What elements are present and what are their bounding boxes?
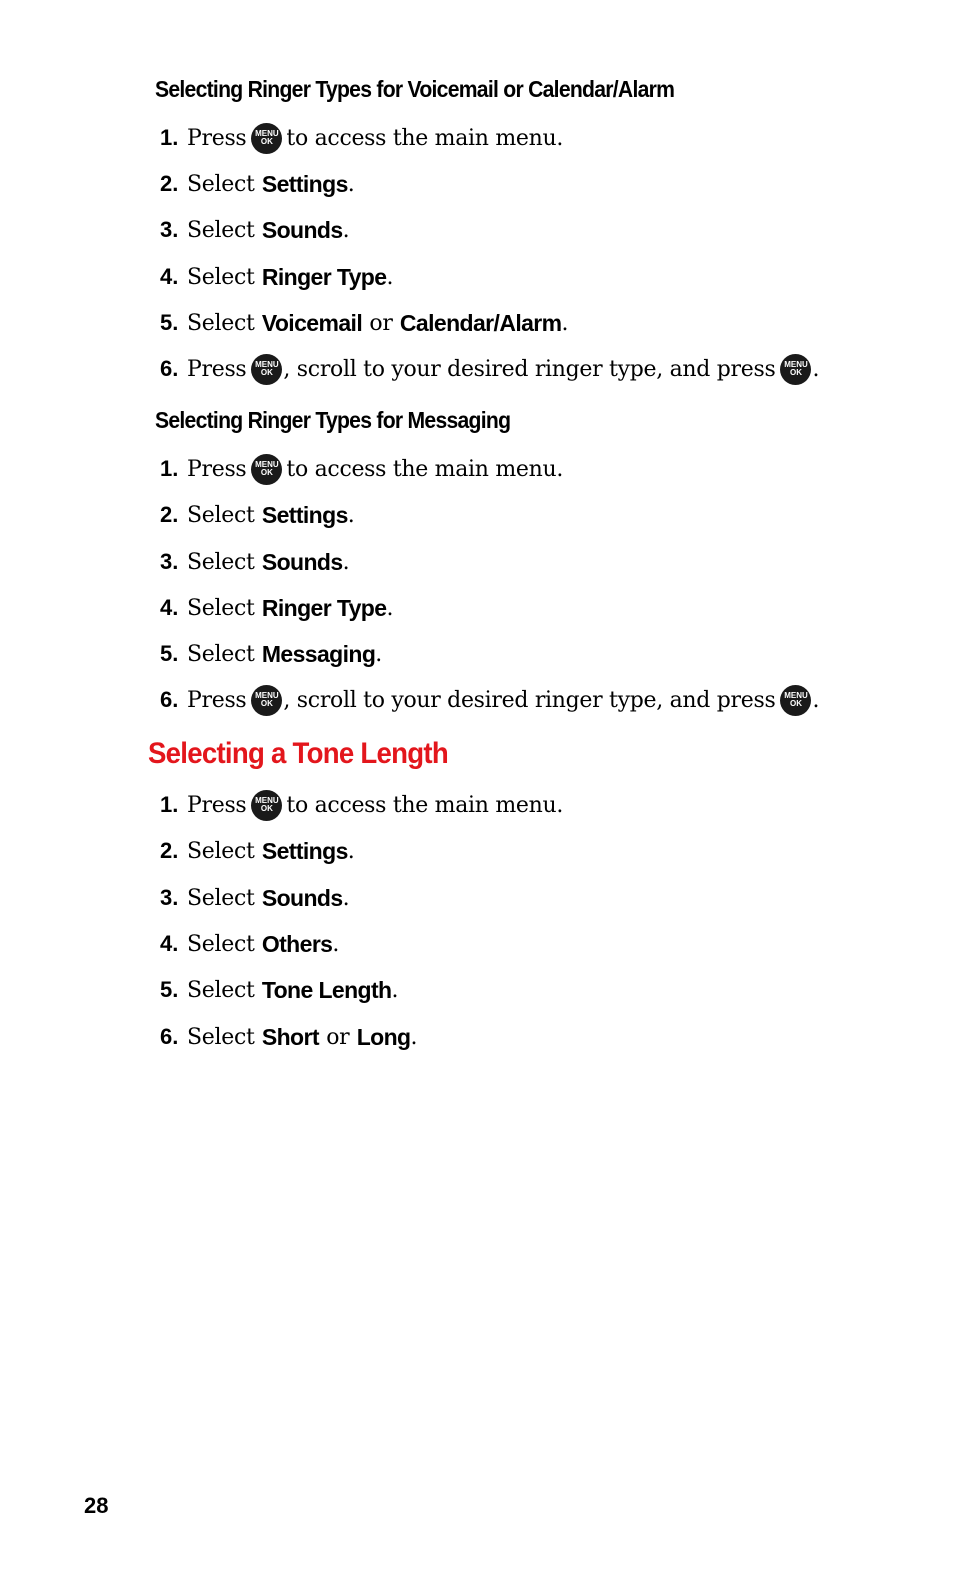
menu-option-settings: Settings <box>261 837 348 864</box>
menu-option-sounds: Sounds <box>261 884 343 911</box>
step-text: Select <box>187 217 255 243</box>
menu-option-settings: Settings <box>261 170 348 197</box>
tone-step-4: 4. Select Others . <box>160 930 340 957</box>
tone-step-3: 3. Select Sounds . <box>160 884 350 911</box>
voicemail-step-3: 3. Select Sounds . <box>160 216 350 243</box>
step-text: Press <box>187 125 247 151</box>
step-number: 6. <box>160 687 179 712</box>
menu-option-long: Long <box>356 1023 411 1050</box>
tone-step-1 <box>160 789 563 821</box>
voicemail-step-6: 6. Press MENU OK , scroll to your desired ringer type, and press MENU OK . <box>160 353 819 385</box>
step-text: Select <box>187 502 255 528</box>
step-text: Select <box>187 264 255 290</box>
step-number: 1. <box>160 125 179 150</box>
step-number: 4. <box>160 595 179 620</box>
messaging-step-4: 4. Select Ringer Type . <box>160 594 394 621</box>
menu-ok-icon: MENU OK <box>251 685 282 716</box>
step-text: Select <box>187 1024 255 1050</box>
step-number: 1. <box>160 792 179 817</box>
step-text: Select <box>187 977 255 1003</box>
voicemail-step-5: 5. Select Voicemail or Calendar/Alarm . <box>160 309 569 336</box>
step-text: Select <box>187 838 255 864</box>
messaging-step-1 <box>160 453 563 485</box>
menu-option-messaging: Messaging <box>261 640 376 667</box>
step-number: 4. <box>160 931 179 956</box>
step-text: to access the main menu. <box>286 792 564 818</box>
step-number: 3. <box>160 217 179 242</box>
step-number: 6. <box>160 356 179 381</box>
step-number: 5. <box>160 310 179 335</box>
menu-option-calendar-alarm: Calendar/Alarm <box>399 309 562 336</box>
messaging-step-5: 5. Select Messaging . <box>160 640 382 667</box>
menu-option-voicemail: Voicemail <box>261 309 363 336</box>
step-text: , scroll to your desired ringer type, and press <box>283 687 776 713</box>
step-text: Select <box>187 641 255 667</box>
voicemail-step-1 <box>160 122 563 154</box>
step-text: Select <box>187 931 255 957</box>
tone-length-title: Selecting a Tone Length <box>148 737 448 770</box>
step-number: 6. <box>160 1024 179 1049</box>
menu-option-sounds: Sounds <box>261 216 343 243</box>
menu-option-ringer-type: Ringer Type <box>261 263 387 290</box>
voicemail-step-4: 4. Select Ringer Type . <box>160 263 394 290</box>
menu-option-settings: Settings <box>261 501 348 528</box>
step-text: Select <box>187 595 255 621</box>
menu-option-others: Others <box>261 930 333 957</box>
step-text: Select <box>187 310 255 336</box>
step-number: 5. <box>160 977 179 1002</box>
tone-step-2: 2. Select Settings . <box>160 837 355 864</box>
step-text: to access the main menu. <box>286 125 564 151</box>
messaging-step-2: 2. Select Settings . <box>160 501 355 528</box>
step-text: Press <box>187 356 247 382</box>
menu-option-ringer-type: Ringer Type <box>261 594 387 621</box>
tone-step-5: 5. Select Tone Length . <box>160 976 399 1003</box>
menu-ok-icon: MENU OK <box>251 123 282 154</box>
menu-ok-icon: MENU OK <box>780 354 811 385</box>
voicemail-heading: Selecting Ringer Types for Voicemail or Calendar/Alarm <box>155 76 675 102</box>
step-number: 5. <box>160 641 179 666</box>
menu-ok-icon: MENU OK <box>251 790 282 821</box>
step-number: 2. <box>160 502 179 527</box>
step-text: , scroll to your desired ringer type, and press <box>283 356 776 382</box>
step-text: Select <box>187 549 255 575</box>
messaging-step-6: 6. Press MENU OK , scroll to your desired ringer type, and press MENU OK . <box>160 684 819 716</box>
menu-ok-icon: MENU OK <box>780 685 811 716</box>
messaging-heading: Selecting Ringer Types for Messaging <box>155 407 511 433</box>
menu-option-tone-length: Tone Length <box>261 976 392 1003</box>
step-text: Press <box>187 687 247 713</box>
step-number: 4. <box>160 264 179 289</box>
step-text: Select <box>187 885 255 911</box>
step-text: to access the main menu. <box>286 456 564 482</box>
step-number: 2. <box>160 838 179 863</box>
menu-option-sounds: Sounds <box>261 548 343 575</box>
menu-option-short: Short <box>261 1023 319 1050</box>
menu-ok-icon: MENU OK <box>251 354 282 385</box>
messaging-step-3: 3. Select Sounds . <box>160 548 350 575</box>
voicemail-step-2: 2. Select Settings . <box>160 170 355 197</box>
step-text: Press <box>187 456 247 482</box>
step-number: 1. <box>160 456 179 481</box>
page-number: 28 <box>84 1493 109 1518</box>
step-text: Press <box>187 792 247 818</box>
step-text: Select <box>187 171 255 197</box>
step-number: 3. <box>160 549 179 574</box>
tone-step-6: 6. Select Short or Long . <box>160 1023 418 1050</box>
step-number: 3. <box>160 885 179 910</box>
menu-ok-icon: MENU OK <box>251 454 282 485</box>
step-number: 2. <box>160 171 179 196</box>
